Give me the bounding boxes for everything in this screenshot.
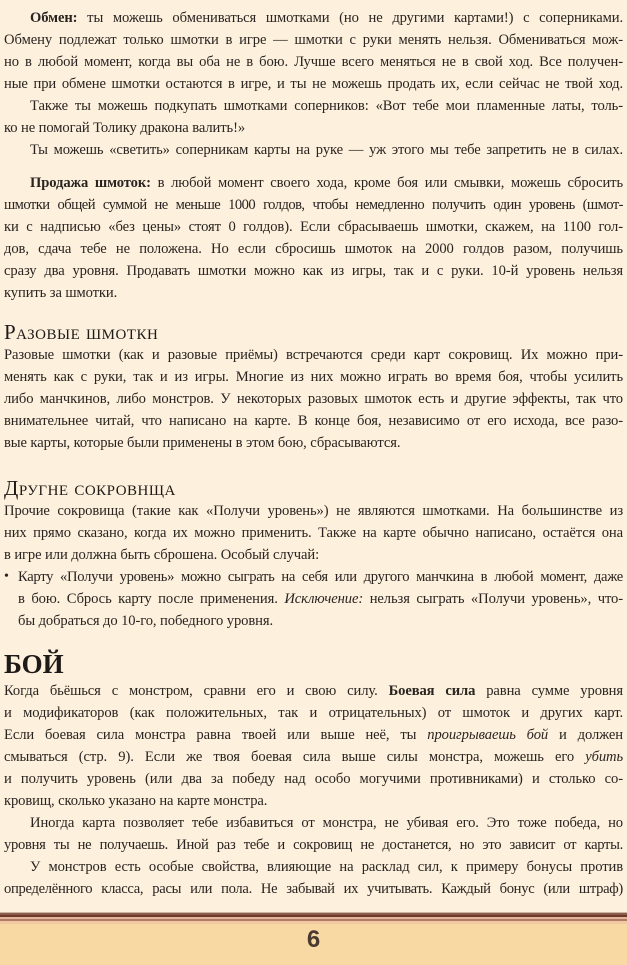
text: в бою. Сбрось карту после применения. (18, 591, 285, 607)
selling-paragraph-line: ки с надписью «без цены» стоят 0 голдов). Если сбрасываешь шмотки, скажем, на 1100 гол- (4, 219, 623, 235)
text: равна сумме уровня (475, 683, 624, 699)
bullet-item-line: Карту «Получи уровень» можно сыграть на себя или другого манчкина в любой момент, даже (18, 569, 623, 585)
one-shot-paragraph-line: внимательнее читай, что написано на карте. В конце боя, независимо от его исхода, все разо- (4, 413, 623, 429)
text: ты можешь обмениваться шмотками (но не другими картами!) с соперниками. (77, 10, 623, 26)
text: Если боевая сила монстра равна твоей или выше неё, ты (4, 727, 428, 743)
lose-combat-term: проигрываешь бой (427, 727, 549, 743)
text: нельзя сыграть «Получи уровень», что- (363, 591, 623, 607)
exception-label: Исключение: (284, 591, 364, 607)
bribe-paragraph-line: ко не помогай Толику дракона валить!» (4, 120, 246, 136)
escape-paragraph-line: Иногда карта позволяет тебе избавиться от монстра, не убивая его. Это тоже победа, но (30, 815, 623, 831)
trade-paragraph-line: Обмену подлежат только шмотки в игре — шмотки с руки менять нельзя. Обмениваться мож- (4, 32, 623, 48)
kill-term: убить (585, 749, 623, 765)
text: Когда бьёшься с монстром, сравни его и свою силу. (4, 683, 389, 699)
combat-paragraph-line (4, 680, 623, 702)
trade-paragraph-line (30, 7, 623, 29)
combat-paragraph-line (4, 746, 623, 768)
selling-paragraph-line: дов, сдача тебе не положена. Но если сбросишь шмоток на 2000 голдов разом, получишь (4, 241, 623, 257)
show-cards-paragraph: Ты можешь «светить» соперникам карты на руке — уж этого мы тебе запретить не в силах. (30, 142, 623, 158)
trade-paragraph-line: но в любой момент, когда вы оба не в бою. Лучше всего меняться не в свой ход. Все получен- (4, 54, 623, 70)
selling-paragraph-line (30, 172, 623, 194)
escape-paragraph-line: уровня ты не получаешь. Иной раз тебе и сокровищ не достанется, но это зависит от карты. (4, 837, 623, 853)
selling-paragraph-line: сразу два уровня. Продавать шмотки можно как из игры, так и с руки. 10-й уровень нельзя (4, 263, 623, 279)
combat-paragraph-line (4, 724, 623, 746)
heading-one-shot-items: Разовые шмоткн (4, 320, 159, 344)
trade-label: Обмен: (30, 10, 78, 26)
text: смываться (стр. 9). Если же твоя боевая сила выше силы монстра, можешь его (4, 749, 586, 765)
bullet-icon: • (4, 569, 9, 584)
combat-paragraph-line: и модификаторов (как положительных, так и отрицательных) от шмоток и других карт. (4, 705, 623, 721)
one-shot-paragraph-line: либо манчкинов, либо монстров. У некоторых разовых шмоток есть и другие эффекты, так что (4, 391, 623, 407)
text: в любой момент своего хода, кроме боя или смывки, можешь сбросить (150, 175, 624, 191)
combat-strength-term: Боевая сила (388, 683, 476, 699)
page-footer (0, 912, 627, 965)
bullet-item-line: бы добраться до 10-го, победного уровня. (18, 613, 274, 629)
heading-combat: БОЙ (4, 649, 64, 679)
bribe-paragraph-line: Также ты можешь подкупать шмотками соперников: «Вот тебе мои пламенные латы, толь- (30, 98, 623, 114)
footer-divider (0, 912, 627, 924)
selling-label: Продажа шмоток: (30, 175, 151, 191)
other-treasures-line: в игре или должна быть сброшена. Особый случай: (4, 547, 320, 563)
selling-paragraph-line: шмотки общей суммой не меньше 1000 голдов, чтобы немедленно получить один уровень (шмот- (4, 197, 623, 213)
one-shot-paragraph-line: вые карты, которые были применены в этом бою, сбрасываются. (4, 435, 401, 451)
heading-other-treasures: Другне сокровнща (4, 476, 176, 500)
page-number: 6 (306, 926, 321, 953)
one-shot-paragraph-line: Разовые шмотки (как и разовые приёмы) встречаются среди карт сокровищ. Их можно при- (4, 347, 623, 363)
trade-paragraph-line: ные при обмене шмотки остаются в игре, и ты не можешь продать их, если сейчас не твой ход. (4, 76, 623, 92)
other-treasures-line: Прочие сокровища (такие как «Получи уровень») не являются шмотками. На большинстве из (4, 503, 623, 519)
selling-paragraph-line: купить за шмотки. (4, 285, 118, 301)
one-shot-paragraph-line: менять как с руки, так и из игры. Многие из них можно играть во время боя, чтобы усилить (4, 369, 623, 385)
bonus-paragraph-line: У монстров есть особые свойства, влияющие на расклад сил, к примеру бонусы против (30, 859, 623, 875)
bonus-paragraph-line: определённого класса, расы или пола. Не забывай их учитывать. Каждый бонус (или штраф) (4, 881, 623, 897)
bullet-item-line (18, 588, 623, 610)
other-treasures-line: них прямо сказано, когда их можно применить. Также на карте обычно написано, остаётся она (4, 525, 623, 541)
text: и должен (548, 727, 624, 743)
combat-paragraph-line: кровищ, сколько указано на карте монстра. (4, 793, 268, 809)
combat-paragraph-line: и получить уровень (или два за победу над особо могучими противниками) и столько со- (4, 771, 623, 787)
